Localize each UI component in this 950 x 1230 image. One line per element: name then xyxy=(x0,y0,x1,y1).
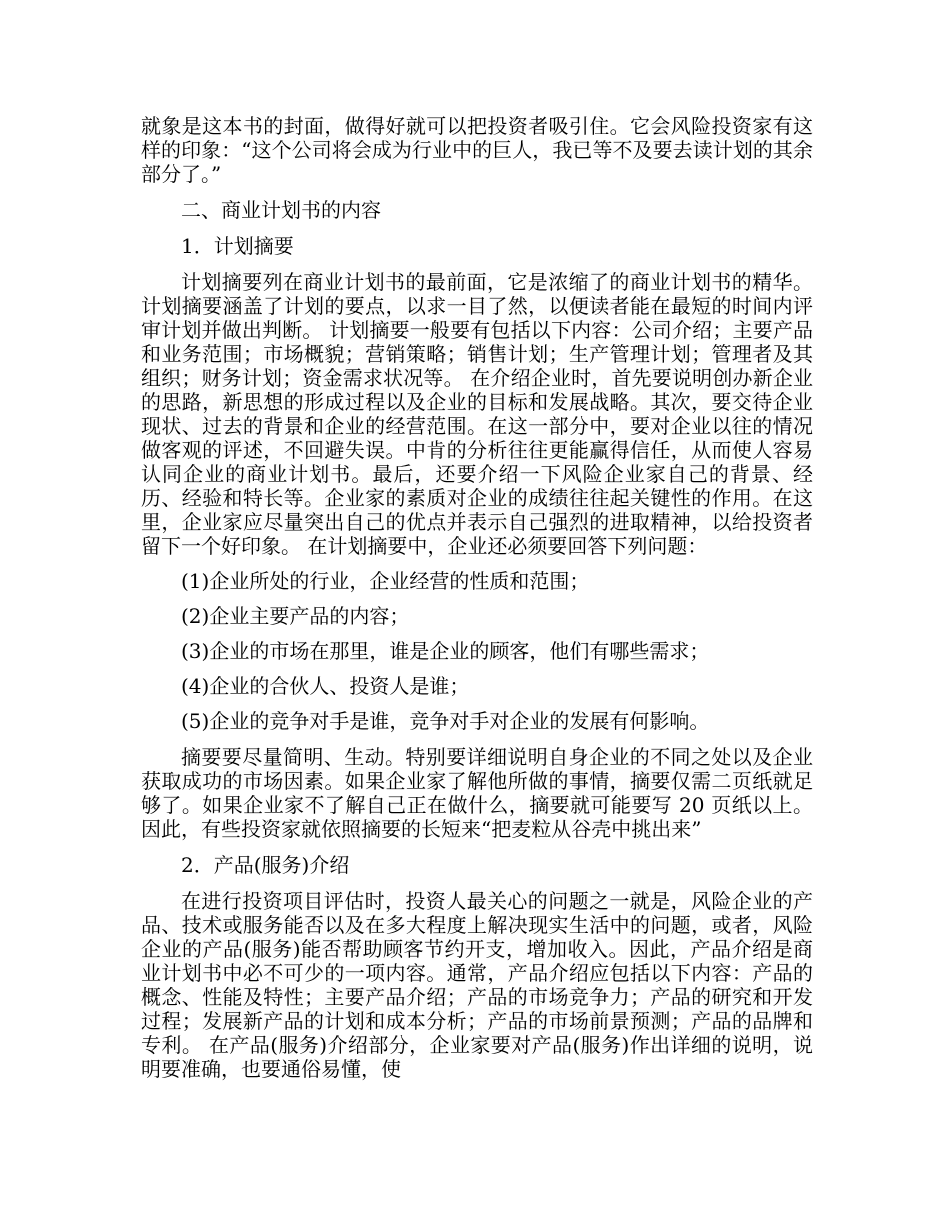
paragraph-body: 计划摘要列在商业计划书的最前面，它是浓缩了的商业计划书的精华。计划摘要涵盖了计划的要点，以求一目了然，以便读者能在最短的时间内评审计划并做出判断。 计划摘要一般要有包括以下内容：公司介绍；主要产品和业务范围；市场概貌；营销策略；销售计划；生产管理计划；管理者及其组织；财务计划；资金需求状况等。 在介绍企业时，首先要说明创办新企业的思路，新思想的形成过程以及企业的目标和发展战略。其次，要交待企业现状、过去的背景和企业的经营范围。在这一部分中，要对企业以往的情况做客观的评述，不回避失误。中肯的分析往往更能赢得信任，从而使人容易认同企业的商业计划书。最后，还要介绍一下风险企业家自己的背景、经历、经验和特长等。企业家的素质对企业的成绩往往起关键性的作用。在这里，企业家应尽量突出自己的优点并表示自己强烈的进取精神，以给投资者留下一个好印象。 在计划摘要中，企业还必须要回答下列问题： xyxy=(141,270,813,558)
list-item: (3)企业的市场在那里，谁是企业的顾客，他们有哪些需求； xyxy=(181,639,710,663)
list-item: (1)企业所处的行业，企业经营的性质和范围； xyxy=(181,569,590,593)
paragraph-body: 摘要要尽量简明、生动。特别要详细说明自身企业的不同之处以及企业获取成功的市场因素。如果企业家了解他所做的事情，摘要仅需二页纸就足够了。如果企业家不了解自己正在做什么，摘要就可能要写 20 页纸以上。因此，有些投资家就依照摘要的长短来“把麦粒从谷壳中挑出来” xyxy=(141,745,813,841)
document-body xyxy=(141,114,813,1081)
list-item: (5)企业的竞争对手是谁，竞争对手对企业的发展有何影响。 xyxy=(181,709,710,733)
subsection-heading: 2．产品(服务)介绍 xyxy=(181,853,350,877)
paragraph-intro: 就象是这本书的封面，做得好就可以把投资者吸引住。它会风险投资家有这样的印象：“这个公司将会成为行业中的巨人，我已等不及要去读计划的其余部分了。” xyxy=(141,114,813,186)
list-item: (2)企业主要产品的内容； xyxy=(181,604,410,628)
subsection-heading: 1．计划摘要 xyxy=(181,234,294,258)
paragraph-body: 在进行投资项目评估时，投资人最关心的问题之一就是，风险企业的产品、技术或服务能否以及在多大程度上解决现实生活中的问题，或者，风险企业的产品(服务)能否帮助顾客节约开支，增加收入。因此，产品介绍是商业计划书中必不可少的一项内容。通常，产品介绍应包括以下内容：产品的概念、性能及特性；主要产品介绍；产品的市场竞争力；产品的研究和开发过程；发展新产品的计划和成本分析；产品的市场前景预测；产品的品牌和专利。 在产品(服务)介绍部分，企业家要对产品(服务)作出详细的说明，说明要准确，也要通俗易懂，使 xyxy=(141,889,813,1081)
list-item: (4)企业的合伙人、投资人是谁； xyxy=(181,674,470,698)
section-heading: 二、商业计划书的内容 xyxy=(181,198,381,222)
